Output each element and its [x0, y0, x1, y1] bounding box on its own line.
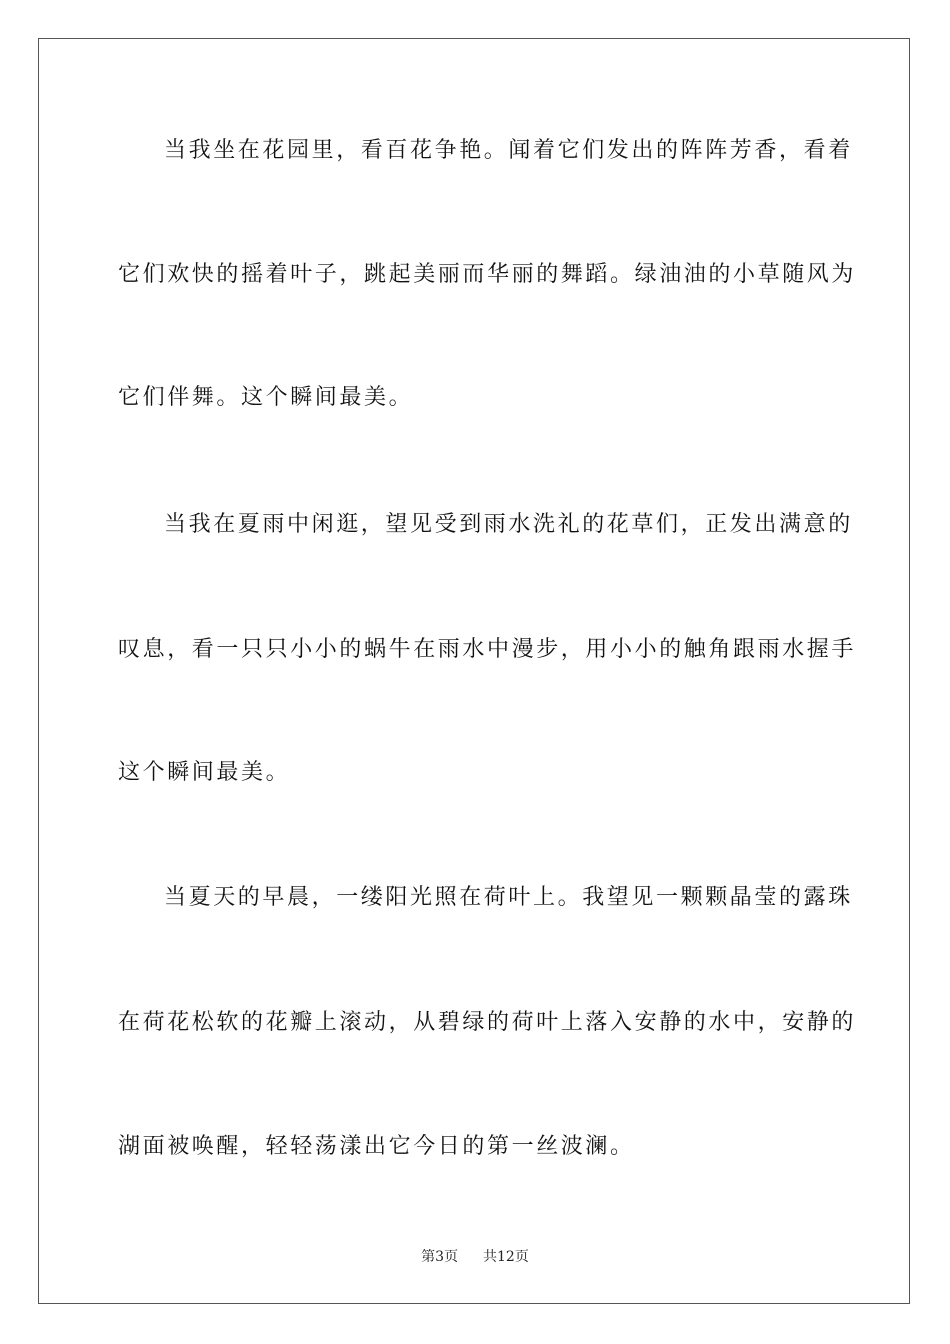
page-footer [0, 1248, 950, 1266]
paragraph-2-line-3: 这个瞬间最美。 [118, 760, 291, 785]
paragraph-1-line-3: 它们伴舞。这个瞬间最美。 [118, 385, 414, 410]
page-number: 第3页 [421, 1249, 459, 1265]
page-border [38, 38, 910, 1304]
paragraph-3-line-2: 在荷花松软的花瓣上滚动，从碧绿的荷叶上落入安静的水中，安静的 [118, 1010, 857, 1035]
page-total: 共12页 [483, 1249, 529, 1265]
paragraph-1-line-1: 当我坐在花园里，看百花争艳。闻着它们发出的阵阵芳香，看着 [164, 138, 853, 163]
paragraph-2-line-2: 叹息，看一只只小小的蜗牛在雨水中漫步，用小小的触角跟雨水握手 [118, 637, 857, 662]
paragraph-3-line-1: 当夏天的早晨，一缕阳光照在荷叶上。我望见一颗颗晶莹的露珠 [164, 885, 853, 910]
paragraph-2-line-1: 当我在夏雨中闲逛，望见受到雨水洗礼的花草们，正发出满意的 [164, 512, 853, 537]
paragraph-3-line-3: 湖面被唤醒，轻轻荡漾出它今日的第一丝波澜。 [118, 1134, 635, 1159]
paragraph-1-line-2: 它们欢快的摇着叶子，跳起美丽而华丽的舞蹈。绿油油的小草随风为 [118, 262, 857, 287]
